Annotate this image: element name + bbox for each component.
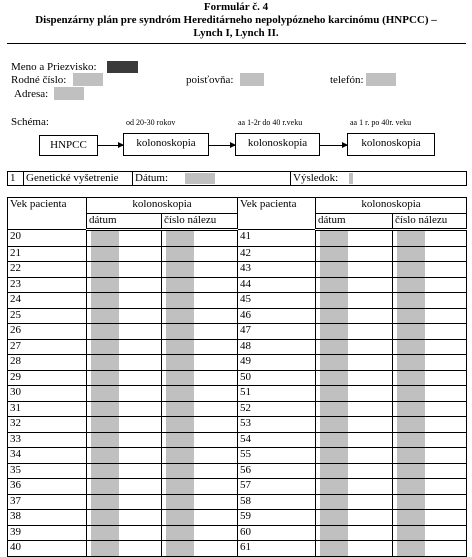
finding-left-field[interactable] xyxy=(166,386,194,401)
table-row xyxy=(8,230,467,247)
date-left-field[interactable] xyxy=(91,541,119,556)
table-row xyxy=(8,463,467,479)
age-left: 30 xyxy=(8,386,87,402)
date-left[interactable] xyxy=(87,525,162,541)
finding-right[interactable] xyxy=(393,308,467,324)
finding-left[interactable] xyxy=(162,262,238,278)
scheme-box-colonoscopy-1: kolonoskopia xyxy=(123,133,209,156)
date-right[interactable] xyxy=(316,339,393,355)
finding-left-field[interactable] xyxy=(166,340,194,355)
date-left[interactable] xyxy=(87,339,162,355)
finding-left-field[interactable] xyxy=(166,402,194,417)
date-left-field[interactable] xyxy=(91,247,119,262)
finding-right-field[interactable] xyxy=(397,448,425,463)
table-row xyxy=(8,494,467,510)
header-rule xyxy=(7,43,466,44)
table-row xyxy=(8,355,467,371)
header-date-right: dátum xyxy=(316,213,393,230)
finding-right[interactable] xyxy=(393,448,467,464)
finding-left-field[interactable] xyxy=(166,278,194,293)
finding-right-field[interactable] xyxy=(397,386,425,401)
finding-right[interactable] xyxy=(393,417,467,433)
date-right-field[interactable] xyxy=(320,340,348,355)
date-right-field[interactable] xyxy=(320,371,348,386)
finding-left-field[interactable] xyxy=(166,479,194,494)
date-right-field[interactable] xyxy=(320,231,348,246)
date-right-field[interactable] xyxy=(320,386,348,401)
date-right-field[interactable] xyxy=(320,262,348,277)
table-row xyxy=(8,308,467,324)
date-left[interactable] xyxy=(87,308,162,324)
finding-left-field[interactable] xyxy=(166,433,194,448)
finding-left-field[interactable] xyxy=(166,324,194,339)
age-left: 31 xyxy=(8,401,87,417)
colonoscopy-table xyxy=(7,197,467,557)
date-left-field[interactable] xyxy=(91,464,119,479)
age-left: 32 xyxy=(8,417,87,433)
date-right-field[interactable] xyxy=(320,402,348,417)
header-date-left: dátum xyxy=(87,213,162,230)
date-right[interactable] xyxy=(316,494,393,510)
header-colonoscopy-right: kolonoskopia xyxy=(316,198,467,214)
finding-right[interactable] xyxy=(393,541,467,557)
finding-right-field[interactable] xyxy=(397,464,425,479)
date-right[interactable] xyxy=(316,401,393,417)
age-left: 35 xyxy=(8,463,87,479)
date-right-field[interactable] xyxy=(320,541,348,556)
finding-right[interactable] xyxy=(393,432,467,448)
date-left[interactable] xyxy=(87,494,162,510)
finding-right[interactable] xyxy=(393,463,467,479)
date-right-field[interactable] xyxy=(320,417,348,432)
age-left: 27 xyxy=(8,339,87,355)
table-row xyxy=(8,541,467,557)
date-left[interactable] xyxy=(87,541,162,557)
finding-right[interactable] xyxy=(393,370,467,386)
date-left-field[interactable] xyxy=(91,386,119,401)
finding-right[interactable] xyxy=(393,324,467,340)
age-right: 43 xyxy=(238,262,316,278)
finding-right[interactable] xyxy=(393,277,467,293)
table-row xyxy=(8,525,467,541)
age-right: 45 xyxy=(238,293,316,309)
table-row xyxy=(8,262,467,278)
date-left[interactable] xyxy=(87,246,162,262)
table-row xyxy=(8,386,467,402)
table-row xyxy=(8,246,467,262)
age-left: 25 xyxy=(8,308,87,324)
finding-right[interactable] xyxy=(393,401,467,417)
scheme-box-colonoscopy-2: kolonoskopia xyxy=(235,133,320,156)
name-field[interactable] xyxy=(107,61,138,73)
finding-right[interactable] xyxy=(393,494,467,510)
finding-left[interactable] xyxy=(162,308,238,324)
age-left: 37 xyxy=(8,494,87,510)
finding-left-field[interactable] xyxy=(166,371,194,386)
finding-left[interactable] xyxy=(162,510,238,526)
date-right[interactable] xyxy=(316,386,393,402)
age-right: 52 xyxy=(238,401,316,417)
date-right[interactable] xyxy=(316,432,393,448)
finding-right[interactable] xyxy=(393,246,467,262)
finding-right[interactable] xyxy=(393,230,467,247)
table-row xyxy=(8,293,467,309)
table-header-row-1 xyxy=(8,198,467,214)
age-left: 24 xyxy=(8,293,87,309)
finding-right[interactable] xyxy=(393,262,467,278)
date-left[interactable] xyxy=(87,293,162,309)
date-left[interactable] xyxy=(87,262,162,278)
header-finding-right: číslo nálezu xyxy=(393,213,467,230)
age-right: 50 xyxy=(238,370,316,386)
finding-left-field[interactable] xyxy=(166,495,194,510)
finding-right-field[interactable] xyxy=(397,510,425,525)
age-right: 59 xyxy=(238,510,316,526)
table-row xyxy=(8,417,467,433)
date-right[interactable] xyxy=(316,417,393,433)
genetic-exam-date-field[interactable] xyxy=(185,173,215,184)
date-right[interactable] xyxy=(316,230,393,247)
age-left: 28 xyxy=(8,355,87,371)
genetic-exam-label: Genetické vyšetrenie xyxy=(24,172,133,186)
age-right: 55 xyxy=(238,448,316,464)
finding-left[interactable] xyxy=(162,417,238,433)
finding-right-field[interactable] xyxy=(397,541,425,556)
genetic-exam-table xyxy=(7,171,467,186)
finding-right[interactable] xyxy=(393,479,467,495)
date-right[interactable] xyxy=(316,246,393,262)
finding-left[interactable] xyxy=(162,479,238,495)
date-left-field[interactable] xyxy=(91,526,119,541)
age-right: 48 xyxy=(238,339,316,355)
date-right-field[interactable] xyxy=(320,278,348,293)
scheme-arrow-3 xyxy=(320,145,347,146)
table-row xyxy=(8,370,467,386)
date-left-field[interactable] xyxy=(91,510,119,525)
age-right: 53 xyxy=(238,417,316,433)
date-left-field[interactable] xyxy=(91,417,119,432)
finding-right-field[interactable] xyxy=(397,293,425,308)
finding-right-field[interactable] xyxy=(397,231,425,246)
age-left: 38 xyxy=(8,510,87,526)
date-right-field[interactable] xyxy=(320,479,348,494)
table-row xyxy=(8,479,467,495)
age-left: 29 xyxy=(8,370,87,386)
finding-left-field[interactable] xyxy=(166,541,194,556)
date-left[interactable] xyxy=(87,370,162,386)
finding-left[interactable] xyxy=(162,355,238,371)
table-row xyxy=(8,339,467,355)
finding-right[interactable] xyxy=(393,339,467,355)
date-left-field[interactable] xyxy=(91,293,119,308)
date-right[interactable] xyxy=(316,277,393,293)
genetic-exam-result-label: Výsledok: xyxy=(293,172,339,184)
finding-left[interactable] xyxy=(162,401,238,417)
scheme-caption-1: od 20-30 rokov xyxy=(126,118,176,127)
header-colonoscopy-left: kolonoskopia xyxy=(87,198,238,214)
finding-left[interactable] xyxy=(162,293,238,309)
date-left-field[interactable] xyxy=(91,433,119,448)
date-right[interactable] xyxy=(316,510,393,526)
scheme-caption-3: aa 1 r. po 40r. veku xyxy=(350,118,412,127)
date-right[interactable] xyxy=(316,448,393,464)
date-right-field[interactable] xyxy=(320,324,348,339)
age-left: 34 xyxy=(8,448,87,464)
date-right-field[interactable] xyxy=(320,293,348,308)
table-row xyxy=(8,448,467,464)
date-left[interactable] xyxy=(87,510,162,526)
date-right-field[interactable] xyxy=(320,355,348,370)
table-row xyxy=(8,401,467,417)
date-left[interactable] xyxy=(87,479,162,495)
age-left: 21 xyxy=(8,246,87,262)
date-right-field[interactable] xyxy=(320,526,348,541)
date-left[interactable] xyxy=(87,230,162,247)
scheme-box-hnpcc: HNPCC xyxy=(39,135,98,156)
date-right[interactable] xyxy=(316,262,393,278)
finding-right[interactable] xyxy=(393,386,467,402)
date-left[interactable] xyxy=(87,432,162,448)
finding-right-field[interactable] xyxy=(397,340,425,355)
header-age-right: Vek pacienta xyxy=(238,198,316,230)
date-right-field[interactable] xyxy=(320,247,348,262)
age-right: 42 xyxy=(238,246,316,262)
finding-right[interactable] xyxy=(393,510,467,526)
finding-right-field[interactable] xyxy=(397,262,425,277)
date-left-field[interactable] xyxy=(91,355,119,370)
finding-left[interactable] xyxy=(162,246,238,262)
finding-left[interactable] xyxy=(162,277,238,293)
genetic-exam-date-cell xyxy=(133,172,291,186)
age-left: 39 xyxy=(8,525,87,541)
date-left[interactable] xyxy=(87,355,162,371)
date-right-field[interactable] xyxy=(320,464,348,479)
finding-left[interactable] xyxy=(162,494,238,510)
date-right[interactable] xyxy=(316,324,393,340)
date-left[interactable] xyxy=(87,277,162,293)
age-left: 40 xyxy=(8,541,87,557)
table-row xyxy=(8,510,467,526)
genetic-exam-row xyxy=(8,172,467,186)
age-right: 41 xyxy=(238,230,316,247)
date-left-field[interactable] xyxy=(91,448,119,463)
date-left[interactable] xyxy=(87,448,162,464)
finding-right-field[interactable] xyxy=(397,309,425,324)
finding-left-field[interactable] xyxy=(166,231,194,246)
table-row xyxy=(8,324,467,340)
date-left[interactable] xyxy=(87,324,162,340)
finding-left[interactable] xyxy=(162,386,238,402)
age-left: 33 xyxy=(8,432,87,448)
phone-label: telefón: xyxy=(330,74,364,86)
finding-left[interactable] xyxy=(162,370,238,386)
finding-left-field[interactable] xyxy=(166,262,194,277)
table-row xyxy=(8,432,467,448)
scheme-label: Schéma: xyxy=(11,116,49,128)
birth-number-label: Rodné číslo: xyxy=(11,74,67,86)
insurance-field[interactable] xyxy=(240,73,264,86)
finding-right-field[interactable] xyxy=(397,247,425,262)
age-left: 22 xyxy=(8,262,87,278)
date-right[interactable] xyxy=(316,541,393,557)
date-left-field[interactable] xyxy=(91,340,119,355)
date-right[interactable] xyxy=(316,463,393,479)
finding-left[interactable] xyxy=(162,230,238,247)
finding-right-field[interactable] xyxy=(397,402,425,417)
finding-left[interactable] xyxy=(162,525,238,541)
genetic-exam-number: 1 xyxy=(8,172,24,186)
phone-field[interactable] xyxy=(366,73,396,86)
date-right[interactable] xyxy=(316,355,393,371)
age-right: 49 xyxy=(238,355,316,371)
finding-right-field[interactable] xyxy=(397,371,425,386)
form-title-line2: Lynch I, Lynch II. xyxy=(193,27,279,39)
finding-left[interactable] xyxy=(162,448,238,464)
form-title-line1: Dispenzárny plán pre syndróm Hereditárneho nepolypózneho karcinómu (HNPCC) – xyxy=(35,14,437,26)
age-right: 57 xyxy=(238,479,316,495)
age-left: 20 xyxy=(8,230,87,247)
finding-right-field[interactable] xyxy=(397,324,425,339)
finding-left-field[interactable] xyxy=(166,464,194,479)
genetic-exam-result-field[interactable] xyxy=(349,173,353,184)
name-label: Meno a Priezvisko: xyxy=(11,61,97,73)
date-left-field[interactable] xyxy=(91,231,119,246)
date-left-field[interactable] xyxy=(91,402,119,417)
scheme-caption-2: aa 1-2r do 40 r.veku xyxy=(238,118,303,127)
date-left[interactable] xyxy=(87,417,162,433)
address-field[interactable] xyxy=(54,87,84,100)
genetic-exam-date-label: Dátum: xyxy=(135,172,168,184)
birth-number-field[interactable] xyxy=(73,73,103,86)
finding-left-field[interactable] xyxy=(166,355,194,370)
date-left[interactable] xyxy=(87,463,162,479)
date-right-field[interactable] xyxy=(320,448,348,463)
finding-left[interactable] xyxy=(162,324,238,340)
date-left-field[interactable] xyxy=(91,309,119,324)
date-left-field[interactable] xyxy=(91,495,119,510)
finding-left[interactable] xyxy=(162,463,238,479)
finding-right-field[interactable] xyxy=(397,278,425,293)
age-left: 26 xyxy=(8,324,87,340)
finding-right-field[interactable] xyxy=(397,355,425,370)
finding-left-field[interactable] xyxy=(166,417,194,432)
finding-left[interactable] xyxy=(162,541,238,557)
age-right: 47 xyxy=(238,324,316,340)
finding-right-field[interactable] xyxy=(397,433,425,448)
age-right: 54 xyxy=(238,432,316,448)
date-left-field[interactable] xyxy=(91,479,119,494)
age-left: 36 xyxy=(8,479,87,495)
header-finding-left: číslo nálezu xyxy=(162,213,238,230)
finding-left-field[interactable] xyxy=(166,448,194,463)
finding-left-field[interactable] xyxy=(166,309,194,324)
date-left-field[interactable] xyxy=(91,262,119,277)
scheme-arrow-2 xyxy=(209,145,235,146)
table-row xyxy=(8,277,467,293)
date-left[interactable] xyxy=(87,386,162,402)
finding-right[interactable] xyxy=(393,355,467,371)
finding-right-field[interactable] xyxy=(397,417,425,432)
date-right[interactable] xyxy=(316,525,393,541)
insurance-label: poisťovňa: xyxy=(186,74,234,86)
age-right: 60 xyxy=(238,525,316,541)
genetic-exam-result-cell xyxy=(291,172,467,186)
date-left-field[interactable] xyxy=(91,324,119,339)
form-number: Formulár č. 4 xyxy=(203,1,269,13)
age-right: 61 xyxy=(238,541,316,557)
header-age-left: Vek pacienta xyxy=(8,198,87,230)
finding-left[interactable] xyxy=(162,432,238,448)
finding-left[interactable] xyxy=(162,339,238,355)
date-left-field[interactable] xyxy=(91,278,119,293)
finding-right-field[interactable] xyxy=(397,495,425,510)
finding-left-field[interactable] xyxy=(166,510,194,525)
date-right[interactable] xyxy=(316,370,393,386)
age-right: 56 xyxy=(238,463,316,479)
age-right: 46 xyxy=(238,308,316,324)
age-right: 44 xyxy=(238,277,316,293)
age-left: 23 xyxy=(8,277,87,293)
finding-left-field[interactable] xyxy=(166,293,194,308)
finding-left-field[interactable] xyxy=(166,247,194,262)
finding-right[interactable] xyxy=(393,525,467,541)
finding-right[interactable] xyxy=(393,293,467,309)
date-right-field[interactable] xyxy=(320,309,348,324)
age-right: 58 xyxy=(238,494,316,510)
date-right[interactable] xyxy=(316,479,393,495)
date-left[interactable] xyxy=(87,401,162,417)
scheme-arrow-1 xyxy=(98,145,123,146)
date-right[interactable] xyxy=(316,293,393,309)
date-right[interactable] xyxy=(316,308,393,324)
date-right-field[interactable] xyxy=(320,510,348,525)
finding-left-field[interactable] xyxy=(166,526,194,541)
finding-right-field[interactable] xyxy=(397,479,425,494)
date-left-field[interactable] xyxy=(91,371,119,386)
date-right-field[interactable] xyxy=(320,433,348,448)
age-right: 51 xyxy=(238,386,316,402)
finding-right-field[interactable] xyxy=(397,526,425,541)
date-right-field[interactable] xyxy=(320,495,348,510)
scheme-box-colonoscopy-3: kolonoskopia xyxy=(347,133,435,156)
table-body xyxy=(8,230,467,557)
address-label: Adresa: xyxy=(14,88,49,100)
